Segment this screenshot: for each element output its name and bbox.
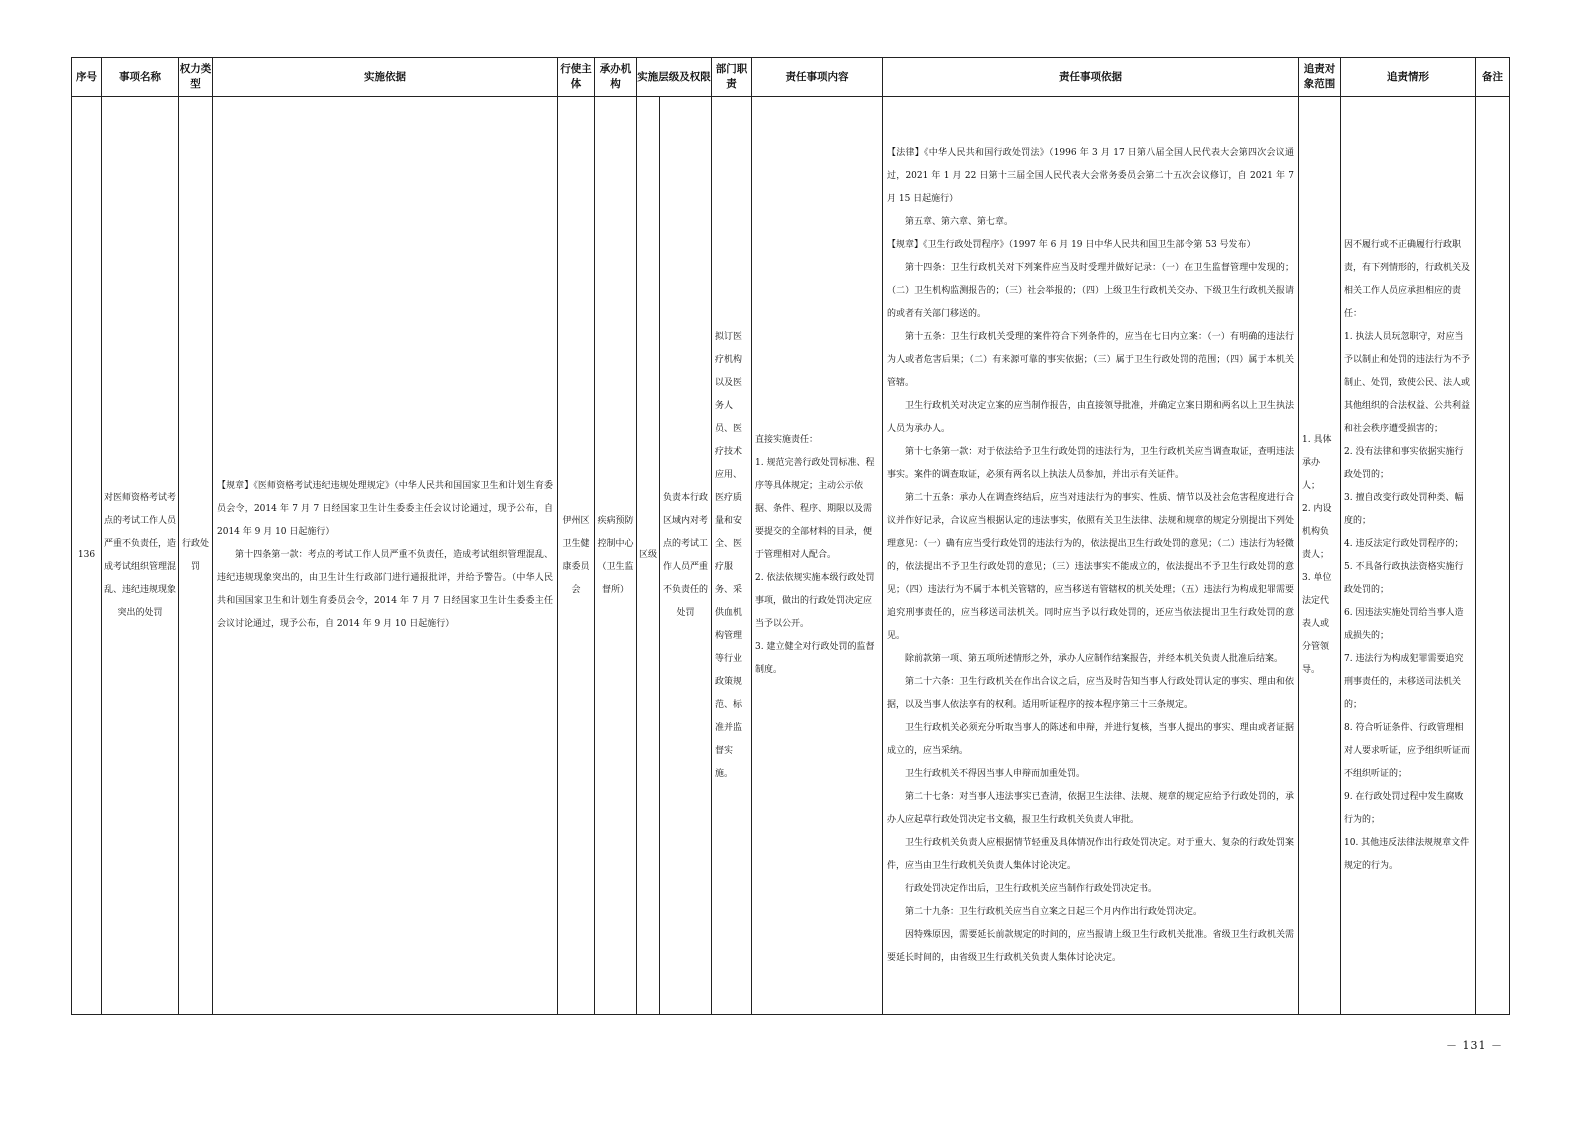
page-number: － 131 － <box>1446 1039 1503 1052</box>
header-remark: 备注 <box>1476 58 1510 97</box>
cell-accountability-scope <box>1299 97 1341 1015</box>
scope-line: 2. 内设机构负责人； <box>1302 504 1332 560</box>
accountability-item: 2. 没有法律和事实依据实施行政处罚的； <box>1344 446 1464 480</box>
responsibility-table <box>71 57 1510 1015</box>
header-accountability-scope: 追责对象范围 <box>1299 58 1341 97</box>
accountability-item: 3. 擅自改变行政处罚种类、幅度的； <box>1344 492 1464 526</box>
resp-basis-para: 因特殊原因，需要延长前款规定的时间的，应当报请上级卫生行政机关批准。省级卫生行政机关需要延长时间的，由省级卫生行政机关负责人集体讨论决定。 <box>887 929 1294 963</box>
resp-basis-para: 第二十七条：对当事人违法事实已查清，依据卫生法律、法规、规章的规定应给予行政处罚的，承办人应起草行政处罚决定书文稿，报卫生行政机关负责人审批。 <box>887 791 1294 825</box>
scope-line: 3. 单位法定代表人或分管领导。 <box>1302 573 1332 675</box>
accountability-item: 4. 违反法定行政处罚程序的； <box>1344 538 1464 549</box>
resp-content-line: 2. 依法依规实施本级行政处罚事项，做出的行政处罚决定应当予以公开。 <box>755 573 875 629</box>
header-seq: 序号 <box>72 58 102 97</box>
resp-basis-para: 【法律】《中华人民共和国行政处罚法》（1996 年 3 月 17 日第八届全国人民代表大会第四次会议通过，2021 年 1 月 22 日第十三届全国人民代表大会常务委员会第二十五次会议修订，自 2021 年 7 月 15 日起施行） <box>887 147 1294 204</box>
header-level: 实施层级及权限 <box>637 58 712 97</box>
scope-line: 1. 具体承办人； <box>1302 435 1332 491</box>
cell-item-name: 对医师资格考试考点的考试工作人员严重不负责任，造成考试组织管理混乱、违纪违规现象突出的处罚 <box>102 97 179 1015</box>
header-item-name: 事项名称 <box>102 58 179 97</box>
cell-resp-basis <box>883 97 1299 1015</box>
cell-subject: 伊州区卫生健康委员会 <box>558 97 595 1015</box>
cell-remark <box>1476 97 1510 1015</box>
accountability-item: 7. 违法行为构成犯罪需要追究刑事责任的，未移送司法机关的； <box>1344 653 1464 710</box>
header-resp-basis: 责任事项依据 <box>883 58 1299 97</box>
accountability-item: 8. 符合听证条件、行政管理相对人要求听证，应予组织听证而不组织听证的； <box>1344 722 1471 779</box>
resp-basis-para: 【规章】《卫生行政处罚程序》（1997 年 6 月 19 日中华人民共和国卫生部令第 53 号发布） <box>887 239 1256 250</box>
resp-basis-paragraphs <box>887 142 1294 970</box>
header-row <box>72 58 1510 97</box>
accountability-item: 因不履行或不正确履行行政职责，有下列情形的，行政机关及相关工作人员应承担相应的责任： <box>1344 239 1471 319</box>
basis-para: 【规章】《医师资格考试违纪违规处理规定》（中华人民共和国国家卫生和计划生育委员会令，2014 年 7 月 7 日经国家卫生计生委委主任会议讨论通过，现予公布，自 2014 年 9 月 10 日起施行） <box>217 481 553 537</box>
resp-content-line: 3. 建立健全对行政处罚的监督制度。 <box>755 642 875 675</box>
resp-basis-para: 卫生行政机关对决定立案的应当制作报告，由直接领导批准，并确定立案日期和两名以上卫生执法人员为承办人。 <box>887 400 1294 434</box>
header-duty: 部门职责 <box>712 58 752 97</box>
cell-basis <box>213 97 558 1015</box>
resp-basis-para: 行政处罚决定作出后，卫生行政机关应当制作行政处罚决定书。 <box>905 883 1158 894</box>
accountability-item: 9. 在行政处罚过程中发生腐败行为的； <box>1344 791 1464 825</box>
cell-org: 疾病预防控制中心（卫生监督所） <box>595 97 637 1015</box>
accountability-item: 6. 因违法实施处罚给当事人造成损失的； <box>1344 607 1464 641</box>
cell-seq: 136 <box>72 97 102 1015</box>
cell-level: 区级 <box>637 97 660 1015</box>
resp-basis-para: 卫生行政机关必须充分听取当事人的陈述和申辩，并进行复核，当事人提出的事实、理由或者证据成立的，应当采纳。 <box>887 722 1294 756</box>
cell-accountability <box>1341 97 1476 1015</box>
basis-para: 第十四条第一款：考点的考试工作人员严重不负责任，造成考试组织管理混乱、违纪违规现象突出的，由卫生计生行政部门进行通报批评，并给予警告。（中华人民共和国国家卫生和计划生育委员会令，2014 年 7 月 7 日经国家卫生计生委委主任会议讨论通过，现予公布，自 2014 年 9 月 10 日起施行） <box>217 550 553 629</box>
resp-basis-para: 第二十九条：卫生行政机关应当自立案之日起三个月内作出行政处罚决定。 <box>905 906 1203 917</box>
resp-basis-para: 卫生行政机关不得因当事人申辩而加重处罚。 <box>905 768 1086 779</box>
accountability-item: 1. 执法人员玩忽职守，对应当予以制止和处罚的违法行为不予制止、处罚，致使公民、法人或其他组织的合法权益、公共利益和社会秩序遭受损害的； <box>1344 331 1471 434</box>
accountability-item: 10. 其他违反法律法规规章文件规定的行为。 <box>1344 837 1470 871</box>
resp-basis-para: 除前款第一项、第五项所述情形之外，承办人应制作结案报告，并经本机关负责人批准后结案。 <box>905 653 1284 664</box>
header-accountability: 追责情形 <box>1341 58 1476 97</box>
header-org: 承办机构 <box>595 58 637 97</box>
cell-duty: 拟订医疗机构以及医务人员、医疗技术应用、医疗质量和安全、医疗服务、采供血机构管理等行业政策规范、标准并监督实施。 <box>712 97 752 1015</box>
resp-basis-para: 第二十六条：卫生行政机关在作出合议之后，应当及时告知当事人行政处罚认定的事实、理由和依据，以及当事人依法享有的权利。适用听证程序的按本程序第三十三条规定。 <box>887 676 1294 710</box>
table-row <box>72 97 1510 1015</box>
header-subject: 行使主体 <box>558 58 595 97</box>
resp-content-line: 直接实施责任： <box>755 435 819 445</box>
resp-basis-para: 第十五条：卫生行政机关受理的案件符合下列条件的，应当在七日内立案：（一）有明确的违法行为人或者危害后果；（二）有来源可靠的事实依据；（三）属于卫生行政处罚的范围；（四）属于本机关管辖。 <box>887 331 1294 388</box>
resp-basis-para: 第十七条第一款：对于依法给予卫生行政处罚的违法行为，卫生行政机关应当调查取证，查明违法事实。案件的调查取证，必须有两名以上执法人员参加，并出示有关证件。 <box>887 446 1294 480</box>
accountability-list <box>1344 234 1472 878</box>
resp-basis-para: 第十四条：卫生行政机关对下列案件应当及时受理并做好记录：（一）在卫生监督管理中发现的；（二）卫生机构监测报告的；（三）社会举报的；（四）上级卫生行政机关交办、下级卫生行政机关报请的或者有关部门移送的。 <box>887 262 1294 319</box>
resp-basis-para: 第五章、第六章、第七章。 <box>905 216 1014 227</box>
accountability-item: 5. 不具备行政执法资格实施行政处罚的； <box>1344 561 1464 595</box>
resp-basis-para: 卫生行政机关负责人应根据情节轻重及具体情况作出行政处罚决定。对于重大、复杂的行政处罚案件，应当由卫生行政机关负责人集体讨论决定。 <box>887 837 1294 871</box>
header-resp-content: 责任事项内容 <box>752 58 883 97</box>
cell-level-scope: 负责本行政区域内对考点的考试工作人员严重不负责任的处罚 <box>660 97 712 1015</box>
resp-content-line: 1. 规范完善行政处罚标准、程序等具体规定；主动公示依据、条件、程序、期限以及需要提交的全部材料的目录，便于管理相对人配合。 <box>755 458 875 560</box>
resp-basis-para: 第二十五条：承办人在调查终结后，应当对违法行为的事实、性质、情节以及社会危害程度进行合议并作好记录，合议应当根据认定的违法事实，依照有关卫生法律、法规和规章的规定分别提出下列处理意见：（一）确有应当受行政处罚的违法行为的，依法提出卫生行政处罚的意见；（二）违法行为轻微的，依法提出不予卫生行政处罚的意见；（三）违法事实不能成立的，依法提出不予卫生行政处罚的意见；（四）违法行为不属于本机关管辖的，应当移送有管辖权的机关处理；（五）违法行为构成犯罪需要追究刑事责任的，应当移送司法机关。同时应当予以行政处罚的，还应当依法提出卫生行政处罚的意见。 <box>887 492 1294 641</box>
cell-power-type: 行政处罚 <box>179 97 213 1015</box>
cell-resp-content <box>752 97 883 1015</box>
header-power-type: 权力类型 <box>179 58 213 97</box>
header-basis: 实施依据 <box>213 58 558 97</box>
